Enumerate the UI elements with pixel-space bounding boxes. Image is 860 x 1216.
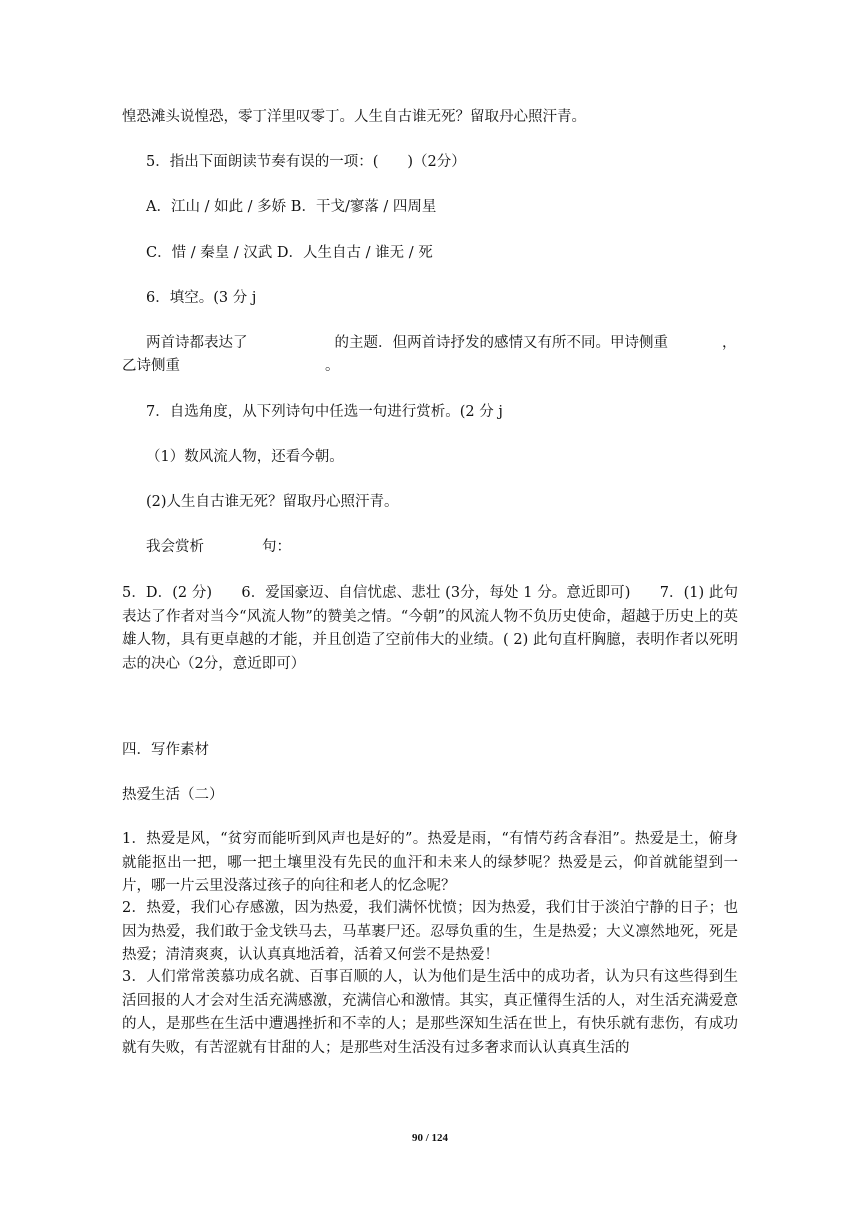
paragraph-3: 3．人们常常羡慕功成名就、百事百顺的人，认为他们是生活中的成功者，认为只有这些得到生活回报的人才会对生活充满感激，充满信心和激情。其实，真正懂得生活的人，对生活充满爱意的人，是那些在生活中遭遇挫折和不幸的人；是那些深知生活在世上，有快乐就有悲伤，有成功就有失败，有苦涩就有甘甜的人；是那些对生活没有过多奢求而认认真真生活的 — [122, 969, 738, 1056]
poem-line: 惶恐滩头说惶恐，零丁洋里叹零丁。人生自古谁无死？留取丹心照汗青。 — [122, 109, 586, 125]
section-title: 四．写作素材 — [122, 742, 209, 758]
option-c-d: C．惜 / 秦皇 / 汉武 D．人生自古 / 谁无 / 死 — [146, 245, 433, 261]
option-a-b: A．江山 / 如此 / 多娇 B．干戈/寥落 / 四周星 — [146, 199, 437, 215]
question-6: 6．填空。(3 分 j — [146, 290, 257, 306]
paragraph-2: 2．热爱，我们心存感激，因为热爱，我们满怀忧愤；因为热爱，我们甘于淡泊宁静的日子；也因为热爱，我们敢于金戈铁马去，马革裹尸还。忍辱负重的生，生是热爱；大义凛然地死，死是热爱；清清爽爽，认认真真地活着，活着又何尝不是热爱！ — [122, 900, 738, 963]
paragraph-1: 1．热爱是风，“贫穷而能听到风声也是好的”。热爱是雨，“有情芍药含春泪”。热爱是土，俯身就能抠出一把，哪一把土壤里没有先民的血汗和未来人的绿梦呢？热爱是云，仰首就能望到一片，哪一片云里没落过孩子的向往和老人的忆念呢？ — [122, 831, 738, 894]
page-number: 90 / 124 — [411, 1132, 449, 1144]
fill-blank-comma: ， — [722, 335, 737, 351]
appreciation-prompt: 我会赏析 句： — [146, 539, 291, 555]
question-7: 7．自选角度，从下列诗句中任选一句进行赏析。(2 分 j — [146, 404, 503, 420]
answer-key: 5．D．(2 分) 6．爱国豪迈、自信忧虑、悲壮 (3分，每处 1 分。意近即可) 7．(1) 此句表达了作者对当今“风流人物”的赞美之情。“今朝”的风流人物不负历史使命，超越于历史上的英雄人物，具有更卓越的才能，并且创造了空前伟大的业绩。( 2) 此句直杆胸臆，表明作者以死明志的决心（2分，意近即可） — [122, 585, 738, 672]
fill-blank-line-1: 两首诗都表达了 的主题．但两首诗抒发的感情又有所不同。甲诗侧重 — [146, 335, 668, 351]
fill-blank-line-2: 乙诗侧重 。 — [122, 358, 340, 374]
question-5: 5．指出下面朗读节奏有误的一项：( )（2分） — [146, 154, 466, 170]
subsection-title: 热爱生活（二） — [122, 787, 224, 803]
verse-option-2: (2)人生自古谁无死？留取丹心照汗青。 — [146, 494, 399, 510]
verse-option-1: （1）数风流人物，还看今朝。 — [146, 449, 344, 465]
